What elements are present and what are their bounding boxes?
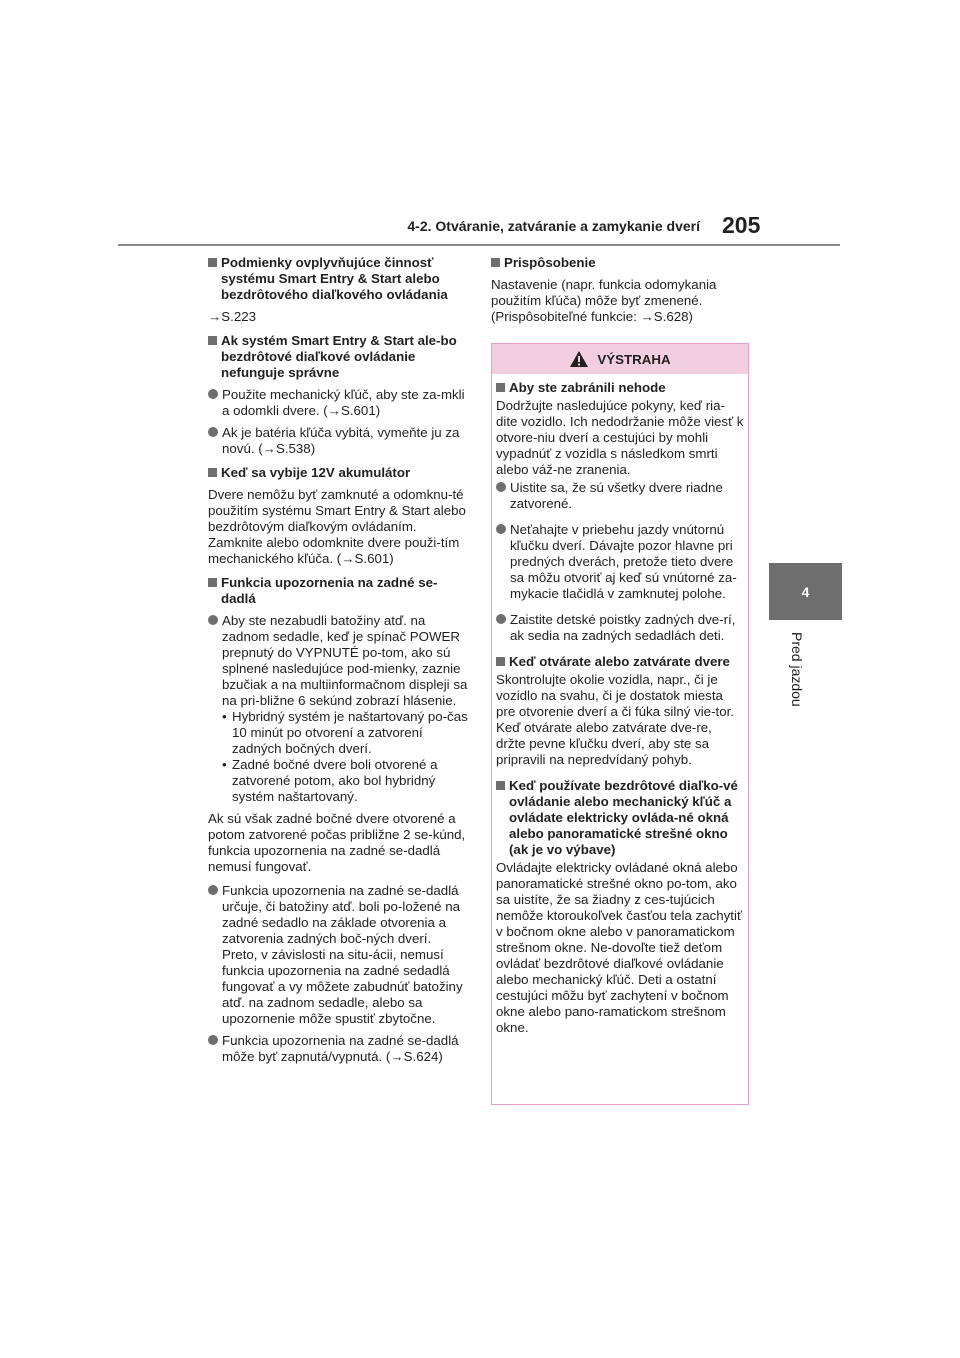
list-item: Neťahajte v priebehu jazdy vnútornú kľučku dverí. Dávajte pozor hlavne pri predných dverách, pretože tieto dvere sa môžu otvoriť aj keď sú vnútorné za-mykacie tlačidlá v zamknutej polohe. [510,522,737,601]
warning-triangle-icon [569,350,589,368]
paragraph: Ovládajte elektricky ovládané okná alebo panoramatické strešné okno po-tom, ako sa uistíte, že sa žiadny z ces-tujúcich nemôže ktoroukoľvek časťou tela zachytiť v bočnom okne alebo v panoramatickom strešnom okne. Ne-dovoľte tiež deťom ovládať bezdrôtové diaľkové ovládanie alebo mechanický kľúč. Deti a ostatní cestujúci môžu byť zachytení v bočnom okne alebo pano-ramatickom strešnom okne. [496,860,742,1035]
paragraph: Skontrolujte okolie vozidla, napr., či je vozidlo na svahu, či je dostatok miesta pre otvorenie dverí a či fúka silný vie-tor. Keď otvárate alebo zatvárate dve-re, držte pevne kľučku dverí, aby ste sa pripravili na nepredvídaný pohyb. [496,672,734,767]
paragraph: Ak sú však zadné bočné dvere otvorené a potom zatvorené počas približne 2 se-kúnd, funkcia upozornenia na zadné se-dadlá nemusí fungovať. [208,811,466,874]
section-conditions [208,255,470,325]
list-item: Uistite sa, že sú všetky dvere riadne zatvorené. [510,480,723,511]
right-column [491,255,753,333]
list-item: Použite mechanický kľúč, aby ste za-mkli a odomkli dvere. (→S.601) [222,387,465,418]
warning-title: VÝSTRAHA [597,351,671,367]
circle-bullet-icon [208,1035,218,1045]
circle-bullet-icon [208,615,218,625]
circle-bullet-icon [208,389,218,399]
section-heading: Prispôsobenie [504,255,596,270]
chapter-label: Pred jazdou [789,632,805,707]
header-divider [118,244,840,246]
left-column [208,255,470,1073]
list-item: Ak je batéria kľúča vybitá, vymeňte ju za novú. (→S.538) [222,425,460,456]
square-bullet-icon [208,468,217,477]
sub-list-item: • Zadné bočné dvere boli otvorené a zatvorené potom, ako bol hybridný systém naštartovaný. [222,757,438,804]
circle-bullet-icon [496,524,506,534]
square-bullet-icon [491,258,500,267]
section-customization [491,255,753,325]
list-item: Zaistite detské poistky zadných dve-rí, ak sedia na zadných sedadlách deti. [510,612,736,643]
warning-heading: Keď používate bezdrôtové diaľko-vé ovládanie alebo mechanický kľúč a ovládate elektricky ovláda-né okná alebo panoramatické strešné okno (ak je vo výbave) [509,778,738,857]
warning-header [492,344,748,374]
square-bullet-icon [496,383,505,392]
warning-box [491,343,749,1105]
section-battery [208,465,470,567]
square-bullet-icon [208,258,217,267]
square-bullet-icon [208,578,217,587]
section-malfunction [208,333,470,457]
list-item: Funkcia upozornenia na zadné se-dadlá môže byť zapnutá/vypnutá. (→S.624) [222,1033,459,1064]
paragraph: Dodržujte nasledujúce pokyny, keď ria-dite vozidlo. Ich nedodržanie môže viesť k otvore-niu dverí a cestujúci by mohli vypadnúť z vozidla s následkom smrti alebo váž-ne zranenia. [496,398,744,477]
list-item: Aby ste nezabudli batožiny atď. na zadnom sedadle, keď je spínač POWER prepnutý do VYPNUTÉ po-tom, ako sú splnené nasledujúce pod-mienky, zaznie bzučiak a na multiinformačnom displeji sa na pri-bližne 6 sekúnd zobrazí hlásenie. [222,613,468,708]
circle-bullet-icon [208,885,218,895]
square-bullet-icon [496,657,505,666]
square-bullet-icon [496,781,505,790]
warning-heading: Aby ste zabránili nehode [509,380,666,395]
section-heading: Podmienky ovplyvňujúce činnosť systému Smart Entry & Start alebo bezdrôtového diaľkového ovládania [221,255,448,302]
section-title: 4-2. Otváranie, zatváranie a zamykanie dverí [407,218,700,234]
chapter-number: 4 [801,583,810,600]
warning-body [492,374,748,1036]
circle-bullet-icon [496,482,506,492]
section-heading: Funkcia upozornenia na zadné se-dadlá [221,575,438,606]
section-heading: Keď sa vybije 12V akumulátor [221,465,411,480]
page-reference: →S.223 [208,309,257,324]
warning-heading: Keď otvárate alebo zatvárate dvere [509,654,730,669]
section-heading: Ak systém Smart Entry & Start ale-bo bezdrôtové diaľkové ovládanie nefunguje správne [221,333,457,380]
square-bullet-icon [208,336,217,345]
page-number: 205 [722,212,761,238]
circle-bullet-icon [496,614,506,624]
sub-list-item: • Hybridný systém je naštartovaný po-čas 10 minút po otvorení a zatvorení zadných bočných dverí. [222,709,468,756]
chapter-tab [769,563,842,620]
paragraph: Dvere nemôžu byť zamknuté a odomknu-té použitím systému Smart Entry & Start alebo bezdrôtovým diaľkovým ovládaním. Zamknite alebo odomknite dvere použi-tím mechanického kľúča. (→S.601) [208,487,466,566]
section-rear-seat-reminder [208,575,470,1065]
list-item: Funkcia upozornenia na zadné se-dadlá určuje, či batožiny atď. boli po-ložené na zadné sedadlo na základe otvorenia a zatvorenia zadných boč-ných dverí. Preto, v závislosti na situ-ácii, nemusí funkcia upozornenia na zadné sedadlá fungovať a vy môžete zabudnúť batožiny atď. na zadnom sedadle, alebo sa upozornenie môže spustiť zbytočne. [222,883,463,1026]
paragraph: Nastavenie (napr. funkcia odomykania použitím kľúča) môže byť zmenené. (Prispôsobiteľné funkcie: →S.628) [491,277,717,324]
circle-bullet-icon [208,427,218,437]
